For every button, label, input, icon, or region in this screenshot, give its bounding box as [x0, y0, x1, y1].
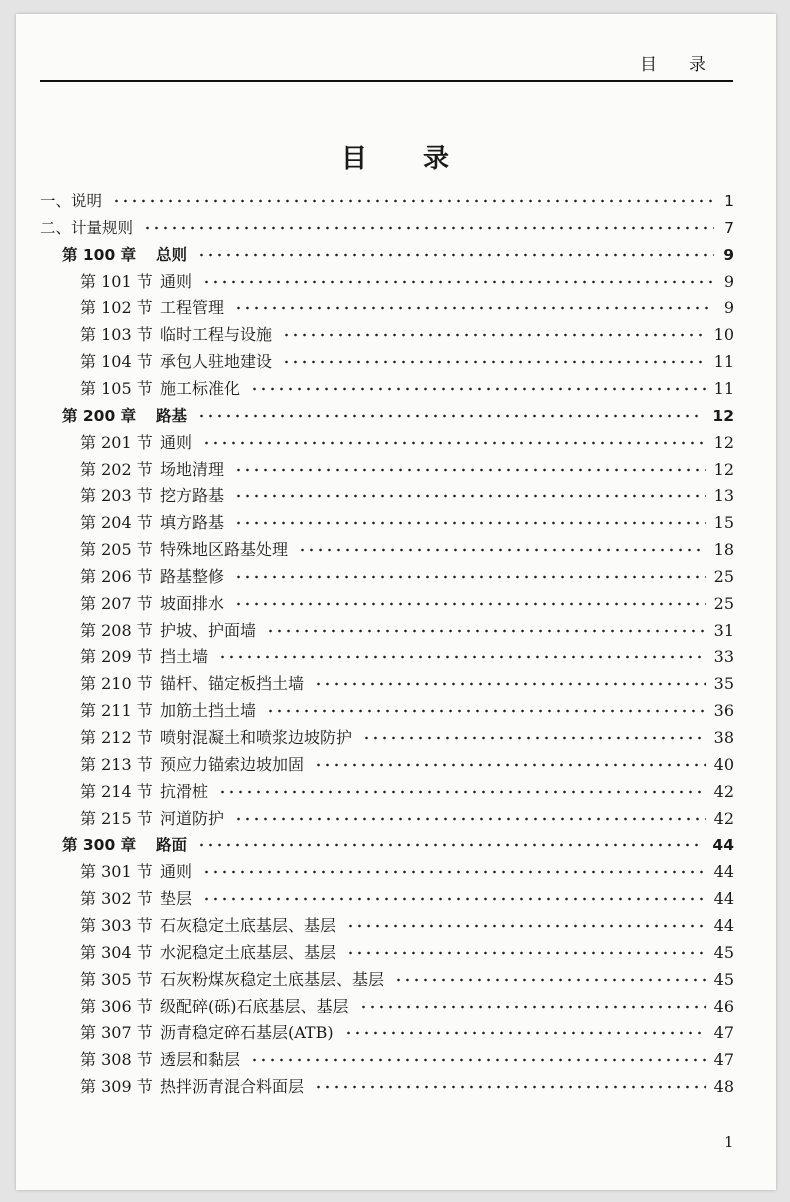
dot-leader: [197, 843, 704, 847]
toc-entry-title: 通则: [160, 272, 193, 291]
toc-entry-section: [80, 941, 734, 965]
toc-entry-number: 第 204 节: [80, 513, 153, 532]
toc-entry-number: 第 211 节: [80, 701, 153, 720]
toc-entry-title: 填方路基: [160, 513, 225, 532]
toc-entry-page: 48: [713, 1077, 734, 1096]
toc-entry-title: 喷射混凝土和喷浆边坡防护: [160, 728, 353, 747]
toc-entry-page: 9: [723, 246, 734, 264]
toc-entry-number: 第 208 节: [80, 621, 153, 640]
toc-entry-page: 42: [713, 782, 734, 801]
dot-leader: [202, 870, 706, 874]
toc-entry-title: 施工标准化: [160, 379, 241, 398]
toc-entry-number: 第 304 节: [80, 943, 153, 962]
dot-leader: [362, 736, 706, 740]
toc-entry-section: [80, 807, 734, 831]
toc-entry-title: 抗滑桩: [160, 782, 209, 801]
dot-leader: [314, 682, 706, 686]
toc-entry-number: 第 104 节: [80, 352, 153, 371]
toc-entry-page: 45: [713, 943, 734, 962]
dot-leader: [218, 655, 706, 659]
toc-entry-number: 第 301 节: [80, 862, 153, 881]
page-title: 目录: [340, 144, 505, 174]
toc-entry-page: 33: [713, 647, 734, 666]
toc-entry-number: 第 209 节: [80, 647, 153, 666]
dot-leader: [282, 360, 706, 364]
toc-entry-section: [80, 323, 734, 347]
toc-entry-title: 热拌沥青混合料面层: [160, 1077, 305, 1096]
toc-entry-number: 第 102 节: [80, 298, 153, 317]
dot-leader: [112, 199, 714, 203]
toc-entry-title: 一、说明: [40, 192, 103, 210]
toc-entry-section: [80, 565, 734, 589]
toc-entry-page: 36: [713, 701, 734, 720]
toc-entry-number: 第 100 章: [62, 246, 137, 264]
toc-entry-number: 第 309 节: [80, 1077, 153, 1096]
toc-entry-section: [80, 592, 734, 616]
toc-entry-title: 路基: [156, 407, 188, 425]
toc-entry-title: 石灰粉煤灰稳定土底基层、基层: [160, 970, 385, 989]
dot-leader: [359, 1005, 706, 1009]
toc-entry-title: 通则: [160, 862, 193, 881]
toc-entry-number: 第 206 节: [80, 567, 153, 586]
toc-entry-chapter: [62, 404, 734, 428]
toc-entry-page: 12: [713, 460, 734, 479]
dot-leader: [298, 548, 706, 552]
toc-entry-section: [80, 860, 734, 884]
toc-entry-part: [40, 189, 734, 213]
toc-entry-page: 47: [713, 1023, 734, 1042]
toc-entry-page: 9: [723, 272, 734, 291]
dot-leader: [202, 441, 706, 445]
toc-entry-page: 35: [713, 674, 734, 693]
toc-entry-section: [80, 484, 734, 508]
toc-entry-section: [80, 645, 734, 669]
toc-entry-title: 护坡、护面墙: [160, 621, 257, 640]
dot-leader: [314, 1085, 706, 1089]
toc-entry-number: 第 105 节: [80, 379, 153, 398]
toc-entry-title: 路基整修: [160, 567, 225, 586]
toc-entry-number: 第 303 节: [80, 916, 153, 935]
toc-entry-part: [40, 216, 734, 240]
toc-entry-section: [80, 350, 734, 374]
toc-entry-page: 44: [713, 862, 734, 881]
toc-entry-section: [80, 1021, 734, 1045]
toc-entry-title: 锚杆、锚定板挡土墙: [160, 674, 305, 693]
dot-leader: [234, 306, 714, 310]
dot-leader: [234, 602, 706, 606]
dot-leader: [143, 226, 714, 230]
dot-leader: [344, 1031, 706, 1035]
toc-entry-title: 总则: [156, 246, 188, 264]
dot-leader: [234, 494, 706, 498]
toc-entry-page: 45: [713, 970, 734, 989]
toc-entry-section: [80, 538, 734, 562]
toc-entry-title: 挡土墙: [160, 647, 209, 666]
dot-leader: [250, 1058, 706, 1062]
dot-leader: [197, 414, 704, 418]
toc-entry-section: [80, 914, 734, 938]
dot-leader: [234, 468, 706, 472]
toc-entry-page: 12: [712, 407, 734, 425]
dot-leader: [266, 629, 706, 633]
dot-leader: [218, 790, 706, 794]
toc-entry-section: [80, 1048, 734, 1072]
toc-entry-section: [80, 780, 734, 804]
toc-entry-number: 第 207 节: [80, 594, 153, 613]
toc-entry-chapter: [62, 833, 734, 857]
toc-entry-page: 38: [713, 728, 734, 747]
toc-entry-page: 11: [713, 379, 734, 398]
toc-entry-section: [80, 619, 734, 643]
toc-entry-number: 第 215 节: [80, 809, 153, 828]
dot-leader: [202, 280, 714, 284]
toc-entry-section: [80, 672, 734, 696]
toc-entry-page: 12: [713, 433, 734, 452]
toc-entry-page: 44: [712, 836, 734, 854]
toc-entry-page: 1: [724, 192, 734, 210]
toc-entry-page: 18: [713, 540, 734, 559]
toc-entry-title: 加筋土挡土墙: [160, 701, 257, 720]
toc-entry-number: 第 305 节: [80, 970, 153, 989]
toc-entry-number: 第 300 章: [62, 836, 137, 854]
toc-entry-title: 透层和黏层: [160, 1050, 241, 1069]
toc-entry-page: 44: [713, 916, 734, 935]
toc-entry-section: [80, 753, 734, 777]
dot-leader: [346, 924, 706, 928]
toc-entry-page: 25: [713, 594, 734, 613]
running-head: 目录: [640, 55, 738, 75]
toc-entry-page: 11: [713, 352, 734, 371]
toc-entry-title: 工程管理: [160, 298, 225, 317]
toc-entry-section: [80, 887, 734, 911]
dot-leader: [282, 333, 706, 337]
toc-entry-section: [80, 511, 734, 535]
toc-entry-number: 第 213 节: [80, 755, 153, 774]
toc-entry-section: [80, 726, 734, 750]
toc-entry-number: 第 210 节: [80, 674, 153, 693]
toc-entry-title: 路面: [156, 836, 188, 854]
toc-entry-number: 第 307 节: [80, 1023, 153, 1042]
toc-entry-number: 第 214 节: [80, 782, 153, 801]
dot-leader: [234, 575, 706, 579]
toc-entry-page: 46: [713, 997, 734, 1016]
toc-entry-title: 河道防护: [160, 809, 225, 828]
toc-entry-page: 15: [713, 513, 734, 532]
toc-entry-title: 坡面排水: [160, 594, 225, 613]
dot-leader: [346, 951, 706, 955]
toc-entry-page: 7: [724, 219, 734, 237]
toc-entry-title: 垫层: [160, 889, 193, 908]
toc-entry-section: [80, 270, 734, 294]
toc-entry-title: 二、计量规则: [40, 219, 134, 237]
toc-entry-number: 第 202 节: [80, 460, 153, 479]
toc-entry-page: 31: [713, 621, 734, 640]
toc-entry-page: 9: [723, 298, 734, 317]
toc-entry-number: 第 212 节: [80, 728, 153, 747]
toc-entry-title: 挖方路基: [160, 486, 225, 505]
toc-entry-chapter: [62, 243, 734, 267]
toc-entry-page: 47: [713, 1050, 734, 1069]
toc-entry-page: 44: [713, 889, 734, 908]
toc-entry-section: [80, 995, 734, 1019]
toc-entry-section: [80, 968, 734, 992]
toc-entry-number: 第 101 节: [80, 272, 153, 291]
toc-entry-number: 第 201 节: [80, 433, 153, 452]
toc-entry-page: 10: [713, 325, 734, 344]
toc-entry-section: [80, 296, 734, 320]
dot-leader: [314, 763, 706, 767]
toc-entry-page: 42: [713, 809, 734, 828]
dot-leader: [202, 897, 706, 901]
dot-leader: [197, 253, 714, 257]
header-rule: [40, 80, 733, 82]
toc-entry-page: 40: [713, 755, 734, 774]
toc-entry-title: 承包人驻地建设: [160, 352, 273, 371]
toc-entry-section: [80, 458, 734, 482]
toc-entry-number: 第 205 节: [80, 540, 153, 559]
toc-entry-title: 级配碎(砾)石底基层、基层: [160, 997, 349, 1016]
toc-entry-number: 第 200 章: [62, 407, 137, 425]
toc-entry-number: 第 203 节: [80, 486, 153, 505]
toc-entry-title: 沥青稳定碎石基层(ATB): [160, 1023, 334, 1042]
toc-entry-page: 25: [713, 567, 734, 586]
toc-entry-title: 水泥稳定土底基层、基层: [160, 943, 337, 962]
toc-entry-title: 临时工程与设施: [160, 325, 273, 344]
toc-entry-title: 场地清理: [160, 460, 225, 479]
toc-entry-section: [80, 431, 734, 455]
toc-entry-section: [80, 1075, 734, 1099]
dot-leader: [234, 521, 706, 525]
footer-page-number: 1: [724, 1133, 734, 1151]
toc-entry-number: 第 103 节: [80, 325, 153, 344]
dot-leader: [266, 709, 706, 713]
toc-entry-title: 通则: [160, 433, 193, 452]
toc-entry-number: 第 308 节: [80, 1050, 153, 1069]
toc-entry-number: 第 302 节: [80, 889, 153, 908]
toc-entry-title: 特殊地区路基处理: [160, 540, 289, 559]
toc-entry-page: 13: [713, 486, 734, 505]
toc-entry-section: [80, 699, 734, 723]
toc-entry-title: 石灰稳定土底基层、基层: [160, 916, 337, 935]
toc-entry-title: 预应力锚索边坡加固: [160, 755, 305, 774]
toc-entry-number: 第 306 节: [80, 997, 153, 1016]
dot-leader: [394, 978, 706, 982]
toc-entry-section: [80, 377, 734, 401]
dot-leader: [250, 387, 706, 391]
dot-leader: [234, 817, 706, 821]
